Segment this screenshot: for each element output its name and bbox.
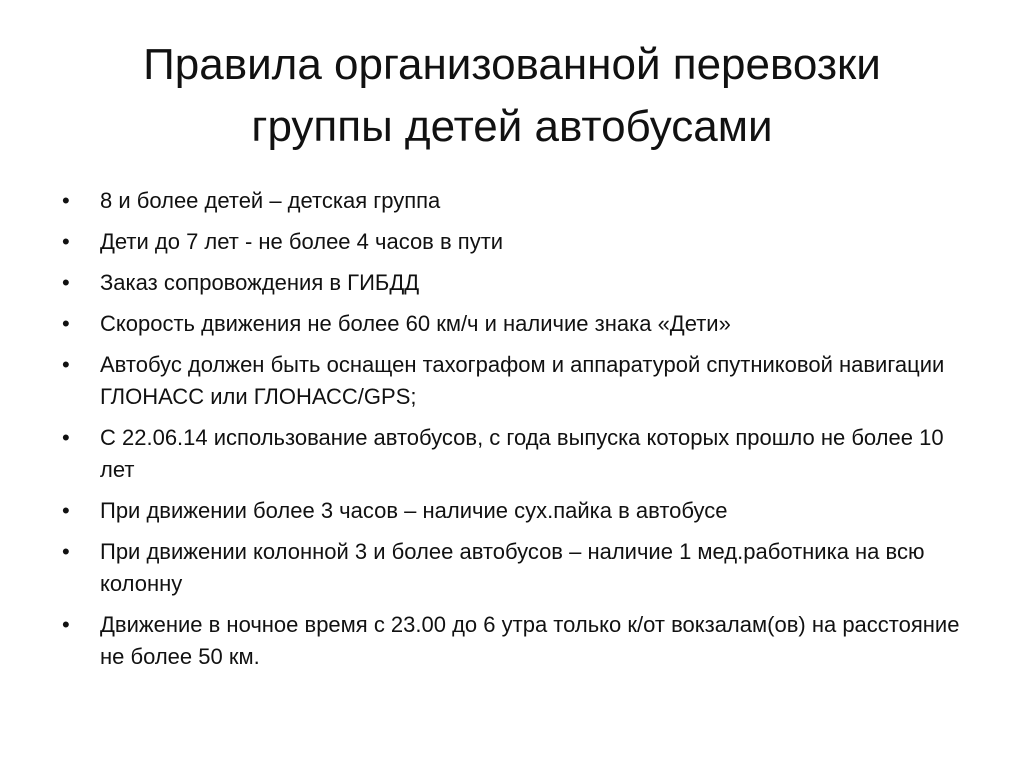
bullet-list bbox=[60, 185, 960, 682]
bullet-icon: • bbox=[62, 352, 70, 377]
bullet-icon: • bbox=[62, 498, 70, 523]
bullet-item bbox=[60, 349, 960, 413]
bullet-item bbox=[60, 267, 960, 299]
bullet-icon: • bbox=[62, 229, 70, 254]
bullet-text: Дети до 7 лет - не более 4 часов в пути bbox=[100, 229, 504, 254]
bullet-icon: • bbox=[62, 539, 70, 564]
bullet-text: При движении более 3 часов – наличие сух.пайка в автобусе bbox=[100, 498, 728, 523]
bullet-text: 8 и более детей – детская группа bbox=[100, 188, 441, 213]
bullet-icon: • bbox=[62, 425, 70, 450]
bullet-item bbox=[60, 609, 960, 673]
bullet-item bbox=[60, 495, 960, 527]
bullet-icon: • bbox=[62, 188, 70, 213]
bullet-text: Автобус должен быть оснащен тахографом и аппаратурой спутниковой навигации ГЛОНАСС или ГЛОНАСС/GPS; bbox=[100, 352, 945, 409]
bullet-text: С 22.06.14 использование автобусов, с года выпуска которых прошло не более 10 лет bbox=[100, 425, 944, 482]
bullet-item bbox=[60, 536, 960, 600]
slide-title bbox=[40, 34, 984, 158]
bullet-text: Заказ сопровождения в ГИБДД bbox=[100, 270, 420, 295]
bullet-icon: • bbox=[62, 612, 70, 637]
bullet-item bbox=[60, 185, 960, 217]
bullet-item bbox=[60, 226, 960, 258]
bullet-text: При движении колонной 3 и более автобусов – наличие 1 мед.работника на всю колонну bbox=[100, 539, 925, 596]
slide-title-line-2: группы детей автобусами bbox=[251, 102, 773, 151]
bullet-text: Движение в ночное время с 23.00 до 6 утра только к/от вокзалам(ов) на расстояние не более 50 км. bbox=[100, 612, 960, 669]
bullet-text: Скорость движения не более 60 км/ч и наличие знака «Дети» bbox=[100, 311, 731, 336]
bullet-icon: • bbox=[62, 311, 70, 336]
bullet-item bbox=[60, 308, 960, 340]
bullet-icon: • bbox=[62, 270, 70, 295]
slide-title-line-1: Правила организованной перевозки bbox=[143, 40, 881, 89]
bullet-item bbox=[60, 422, 960, 486]
